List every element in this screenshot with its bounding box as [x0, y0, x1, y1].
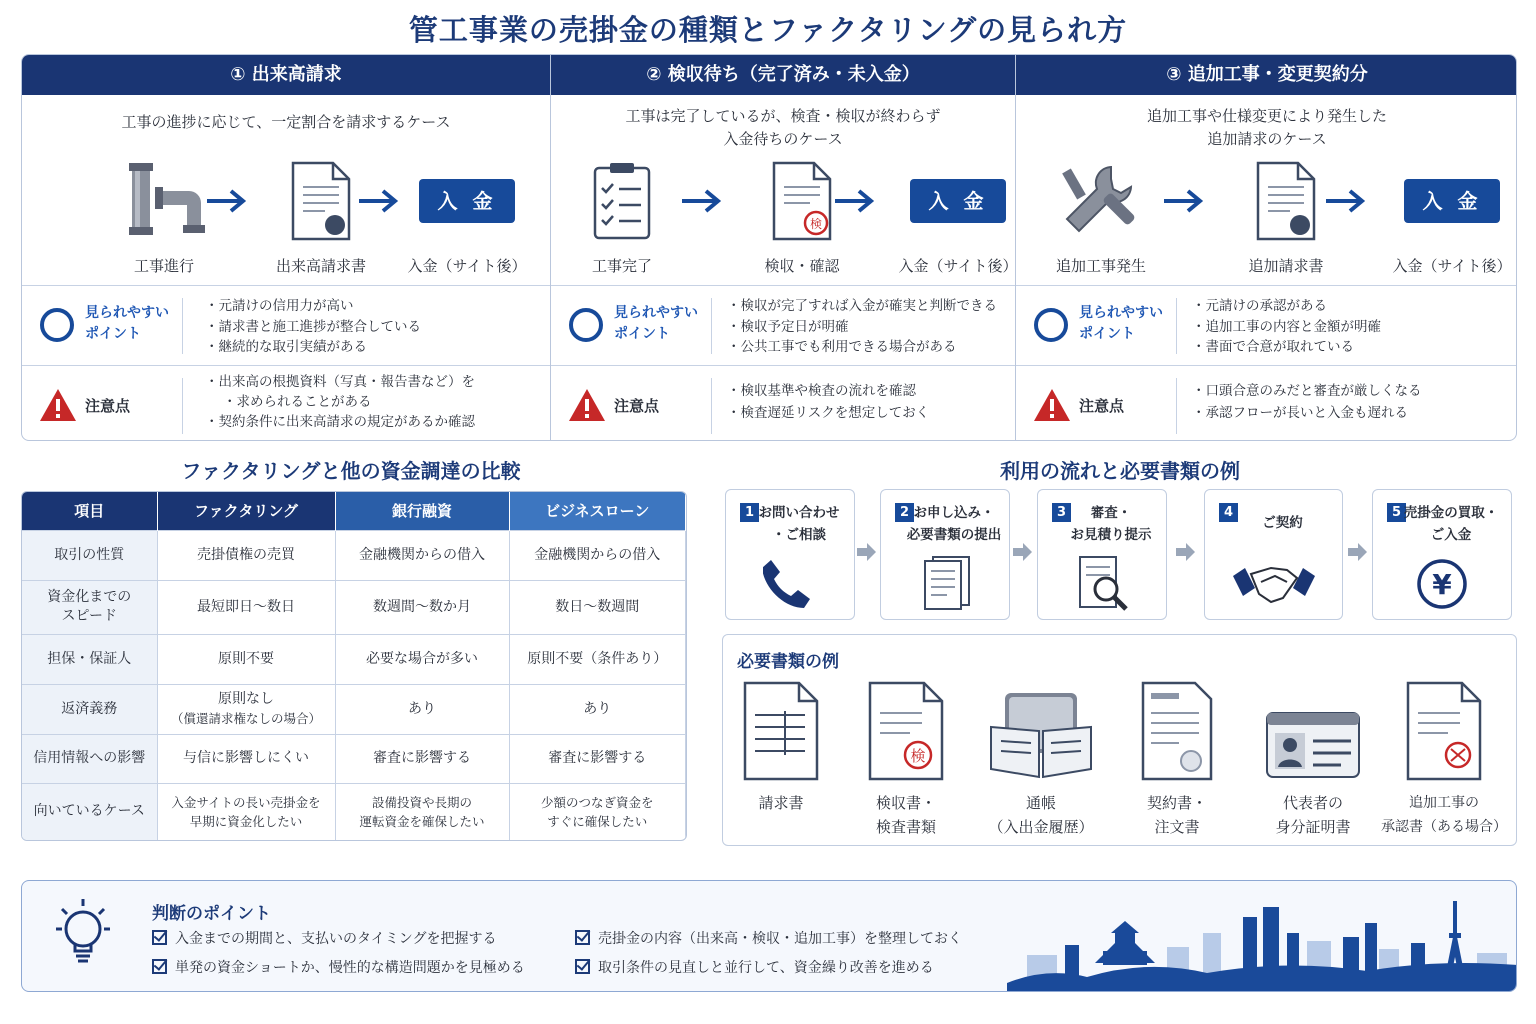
arrow-right-icon: [205, 186, 249, 216]
table-row: 取引の性質 売掛債権の売買 金融機関からの借入 金融機関からの借入: [22, 530, 686, 580]
caution-list: [1192, 380, 1422, 424]
type-description: 追加工事や仕様変更により発生した 追加請求のケース: [1146, 107, 1387, 148]
caution-label: 注意点: [1079, 397, 1125, 415]
step-label: 追加請求書: [1248, 257, 1324, 275]
checklist-item: 単発の資金ショートか、慢性的な構造問題かを見極める: [152, 957, 525, 977]
arrow-right-icon: [1162, 186, 1206, 216]
column-header: ファクタリング: [157, 492, 335, 530]
receivable-types-panel: [21, 54, 1517, 441]
id-card-icon: [1248, 677, 1378, 781]
good-points-label: 見られやすい ポイント: [1079, 305, 1163, 342]
list-item: ・ 請求書と施工進捗が整合している: [205, 317, 421, 338]
checklist-item: 入金までの期間と、支払いのタイミングを把握する: [152, 928, 496, 948]
caution-list: [205, 372, 475, 432]
caution-list: [727, 380, 929, 424]
circle-icon: [1034, 308, 1068, 342]
invoice-icon: [716, 677, 846, 781]
flow-step: [99, 160, 229, 276]
magnifier-icon: [1038, 554, 1166, 614]
list-item: ・ 検収予定日が明確: [727, 317, 997, 338]
list-item: ・ 追加工事の内容と金額が明確: [1192, 317, 1381, 338]
type-description: 工事は完了しているが、検査・検収が終わらず 入金待ちのケース: [625, 107, 941, 148]
type-header: ③ 追加工事・変更契約分: [1016, 55, 1517, 95]
good-points-list: [205, 296, 421, 358]
table-row: 資金化までの スピード 最短即日〜数日 数週間〜数か月 数日〜数週間: [22, 580, 686, 634]
chevron-right-icon: [1174, 541, 1196, 563]
table-row: 向いているケース 入金サイトの長い売掛金を 早期に資金化したい 設備投資や長期の 運転資金を確保したい 少額のつなぎ資金を すぐに確保したい: [22, 783, 686, 840]
flow-step: [557, 160, 687, 276]
comparison-title: ファクタリングと他の資金調達の比較: [181, 459, 521, 483]
checklist-item: 取引条件の見直しと並行して、資金繰り改善を進める: [575, 957, 934, 977]
good-points-row: [1016, 285, 1517, 365]
checklist-icon: [557, 160, 687, 242]
list-item: ・ 元請けの承認がある: [1192, 296, 1381, 317]
step-label: 検収・確認: [764, 257, 840, 275]
flow-step: [893, 160, 1023, 276]
city-skyline-illustration: [1007, 893, 1517, 992]
step-text: お問い合わせ ・ご相談: [758, 505, 840, 543]
flow-step: [1221, 160, 1351, 276]
caution-label: 注意点: [614, 397, 660, 415]
table-row: 担保・保証人 原則不要 必要な場合が多い 原則不要（条件あり）: [22, 634, 686, 684]
flow-step: [402, 160, 532, 276]
checkbox-icon: [575, 930, 590, 945]
svg-text:検: 検: [809, 217, 823, 231]
type-header: ② 検収待ち（完了済み・未入金）: [551, 55, 1015, 95]
wrench-icon: [1036, 160, 1166, 242]
payment-button: 入 金: [1404, 179, 1500, 223]
column-header: 項目: [22, 492, 157, 530]
step-label: 入金（サイト後）: [898, 257, 1018, 275]
page-title: 管工事業の売掛金の種類とファクタリングの見られ方: [408, 13, 1128, 47]
list-item: ・ 継続的な取引実績がある: [205, 337, 421, 358]
circle-icon: [40, 308, 74, 342]
warning-icon: [1033, 388, 1071, 422]
flow-step: [1387, 160, 1517, 276]
documents-icon: [881, 554, 1009, 614]
good-points-list: [727, 296, 997, 358]
chevron-right-icon: [1346, 541, 1368, 563]
list-item: ・ 検査遅延リスクを想定しておく: [727, 402, 929, 424]
documents-title: 必要書類の例: [737, 652, 839, 672]
bankbook-icon: [976, 677, 1106, 781]
caution-row: [22, 365, 550, 441]
flow-title: 利用の流れと必要書類の例: [1000, 459, 1240, 483]
arrow-right-icon: [833, 186, 877, 216]
flow-step: [1036, 160, 1166, 276]
document-item: 代表者の 身分証明書: [1248, 677, 1378, 839]
flow-step-card: [1372, 489, 1512, 620]
step-text: 審査・ お見積り提示: [1070, 505, 1152, 543]
list-item-continued: ・ 求められることがある: [205, 392, 475, 412]
warning-icon: [568, 388, 606, 422]
payment-button: 入 金: [419, 179, 515, 223]
table-row: 信用情報への影響 与信に影響しにくい 審査に影響する 審査に影響する: [22, 734, 686, 783]
type-additional-work: [1015, 55, 1517, 440]
type-header: ① 出来高請求: [22, 55, 550, 95]
column-header: ビジネスローン: [509, 492, 686, 530]
phone-icon: [726, 554, 854, 614]
good-points-label: 見られやすい ポイント: [614, 305, 698, 342]
judgment-panel: [21, 880, 1517, 992]
type-description: 工事の進捗に応じて、一定割合を請求するケース: [121, 113, 451, 131]
yen-coin-icon: [1373, 554, 1511, 614]
caution-row: [1016, 365, 1517, 441]
table-header-row: [22, 492, 686, 530]
document-item: 請求書: [716, 677, 846, 815]
required-documents-panel: [722, 634, 1517, 846]
step-label: 追加工事発生: [1055, 257, 1146, 275]
step-text: ご契約: [1262, 515, 1303, 531]
step-label: 工事完了: [591, 257, 652, 275]
judgment-title: 判断のポイント: [152, 904, 271, 924]
list-item: ・ 検収基準や検査の流れを確認: [727, 380, 929, 402]
payment-button: 入 金: [910, 179, 1006, 223]
step-label: 出来高請求書: [275, 257, 366, 275]
list-item: ・ 公共工事でも利用できる場合がある: [727, 337, 997, 358]
step-text: お申し込み・ 必要書類の提出: [906, 505, 1002, 543]
good-points-row: [551, 285, 1015, 365]
type-flow: [551, 160, 1018, 285]
checkbox-icon: [152, 959, 167, 974]
warning-icon: [39, 388, 77, 422]
document-item: 通帳 （入出金履歴）: [976, 677, 1106, 839]
list-item: ・ 口頭合意のみだと審査が厳しくなる: [1192, 380, 1422, 402]
step-number: 4: [1219, 503, 1238, 522]
document-item: 追加工事の 承認書（ある場合）: [1379, 677, 1509, 839]
caution-label: 注意点: [85, 397, 131, 415]
list-item: ・ 元請けの信用力が高い: [205, 296, 421, 317]
good-points-list: [1192, 296, 1381, 358]
approval-document-icon: [1379, 677, 1509, 781]
list-item: ・ 書面で合意が取れている: [1192, 337, 1381, 358]
flow-step: [737, 160, 867, 276]
chevron-right-icon: [855, 541, 877, 563]
list-item: ・ 承認フローが長いと入金も遅れる: [1192, 402, 1422, 424]
flow-step-card: [1037, 489, 1167, 620]
step-label: 工事進行: [133, 257, 194, 275]
svg-text:検: 検: [910, 747, 926, 765]
flow-step: [256, 160, 386, 276]
step-number: 3: [1052, 503, 1071, 522]
contract-icon: [1112, 677, 1242, 781]
flow-step-card: [725, 489, 855, 620]
document-item: 検 検収書・ 検査書類: [841, 677, 971, 839]
list-item: ・ 検収が完了すれば入金が確実と判断できる: [727, 296, 997, 317]
lightbulb-icon: [46, 895, 120, 975]
comparison-table: [21, 491, 687, 841]
arrow-right-icon: [357, 186, 401, 216]
inspection-document-icon: [841, 677, 971, 781]
arrow-right-icon: [680, 186, 724, 216]
document-item: 契約書・ 注文書: [1112, 677, 1242, 839]
chevron-right-icon: [1011, 541, 1033, 563]
svg-text:¥: ¥: [1432, 568, 1452, 601]
handshake-icon: [1205, 554, 1342, 614]
type-awaiting-inspection: [550, 55, 1018, 440]
type-flow: [1016, 160, 1517, 285]
checkbox-icon: [152, 930, 167, 945]
list-item: ・ 出来高の根拠資料（写真・報告書など）を: [205, 372, 475, 392]
table-row: 返済義務 原則なし （償還請求権なしの場合） あり あり: [22, 684, 686, 734]
flow-step-card: [880, 489, 1010, 620]
flow-step-card: [1204, 489, 1343, 620]
arrow-right-icon: [1324, 186, 1368, 216]
step-number: 2: [895, 503, 914, 522]
checklist-item: 売掛金の内容（出来高・検収・追加工事）を整理しておく: [575, 928, 962, 948]
good-points-label: 見られやすい ポイント: [85, 305, 169, 342]
column-header: 銀行融資: [335, 492, 509, 530]
checkbox-icon: [575, 959, 590, 974]
type-progress-billing: [22, 55, 550, 440]
step-label: 入金（サイト後）: [407, 257, 527, 275]
list-item: ・ 契約条件に出来高請求の規定があるか確認: [205, 412, 475, 432]
step-number: 5: [1387, 503, 1406, 522]
type-flow: [22, 160, 550, 285]
step-label: 入金（サイト後）: [1392, 257, 1512, 275]
good-points-row: [22, 285, 550, 365]
step-text: 売掛金の買取・ ご入金: [1403, 505, 1499, 543]
circle-icon: [569, 308, 603, 342]
caution-row: [551, 365, 1015, 441]
step-number: 1: [740, 503, 759, 522]
